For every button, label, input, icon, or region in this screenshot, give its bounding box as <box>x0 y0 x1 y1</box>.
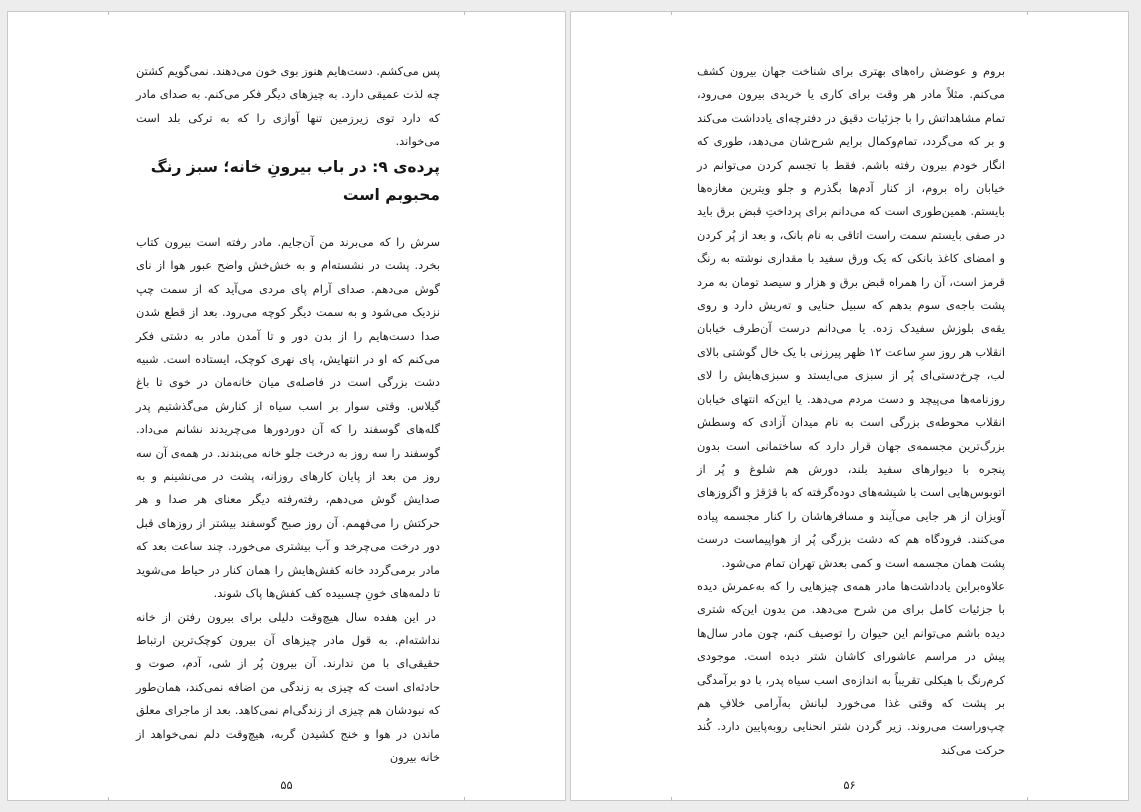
crop-mark <box>108 797 119 801</box>
crop-mark <box>671 11 682 15</box>
section-heading: پرده‌ی ۹: در باب بیرونِ خانه؛ سبز رنگ محبوبم است <box>150 158 440 204</box>
crop-mark <box>671 797 682 801</box>
right-page <box>570 11 1129 801</box>
left-body <box>136 231 440 769</box>
paragraph: سرش را که می‌برند من آن‌جایم. مادر رفته است بیرون کتاب بخرد. پشت در نشسته‌ام و به خش‌خش واضح عبور هوا از نای گوش می‌دهم. صدای آرام پای مردی می‌آید که از سمت چپ نزدیک می‌شود و به سمت دیگر کوچه می‌رود. بعد از قطع شدن صدا دست‌هایم را از بدن دور و تا آمدن مادر به دشتی فکر می‌کنم که او در انتهایش، پای نهری کوچک، ایستاده است. شبیه دشت بزرگی است در فاصله‌ی میان خانه‌مان در خوی تا باغ گیلاس. وقتی سوار بر اسب سیاه از کنارش می‌گذشتیم پدر گله‌های گوسفند را که آن دوردورها می‌چریدند نشانم می‌داد. گوسفند را سه روز به درخت جلو خانه می‌بندند. در همه‌ی آن سه روز من بعد از پایان کارهای روزانه، پشت در می‌نشینم و به صدایش گوش می‌دهم، رفته‌رفته دیگر معنای هر صدا و هر حرکتش را می‌فهمم. آن روز صبح گوسفند بیشتر از روزهای قبل دور درخت می‌چرخد و آب بیشتری می‌خورد. چند ساعت بعد که مادر برمی‌گردد خانه کفش‌هایش را همان کنار در حیاط می‌شوید تا دلمه‌های خونِ چسبیده کف کفش‌ها پاک شوند. <box>136 235 440 601</box>
paragraph: علاوه‌براین یادداشت‌ها مادر همه‌ی چیزهایی را که به‌عمرش دیده با جزئیات کامل برای من شرح می‌دهد. من بدون این‌که شتری دیده باشم می‌توانم این حیوان را توصیف کنم، چون مادر سال‌ها پیش در مراسم عاشورای کاشان شتر دیده است. موجودی کرم‌رنگ با هیکلی تقریباً به اندازه‌ی اسب سیاه پدر، با دو برآمدگی بر پشت که وقتی غذا می‌خورد لبانش به‌آرامی خلافِ هم چپ‌وراست می‌روند. زیر گردن شتر انحنایی روبه‌پایین دارد. کُند حرکت می‌کند <box>697 578 1005 757</box>
paragraph: در این هفده سال هیچ‌وقت دلیلی برای بیرون رفتن از خانه نداشته‌ام. به قول مادر چیزهای آن بیرون کوچک‌ترین ارتباط حقیقی‌ای با من ندارند. آن بیرون پُر از شی، آدم، صوت و حادثه‌ای است که چیزی به زندگی من اضافه نمی‌کند، همان‌طور که نبودشان هم چیزی از زندگی‌ام نمی‌کاهد. بعد از ماجرای معلق ماندن در هوا و خنج کشیدن گربه، هیچ‌وقت دلم نمی‌خواهد از خانه بیرون <box>136 609 440 764</box>
right-body <box>697 60 1005 762</box>
crop-mark <box>454 797 465 801</box>
crop-mark <box>108 11 119 15</box>
crop-mark <box>1017 797 1028 801</box>
left-top-paragraph <box>136 60 440 154</box>
crop-mark <box>454 11 465 15</box>
crop-mark <box>1017 11 1028 15</box>
left-page <box>7 11 566 801</box>
page-number: ۵۶ <box>843 778 856 792</box>
paragraph: پس می‌کشم. دست‌هایم هنوز بوی خون می‌دهند. نمی‌گویم کشتن چه لذت عمیقی دارد. به چیزهای دیگر فکر می‌کنم. به صدای مادر که دارد توی زیرزمین تنها آوازی را که به ترکی بلد است می‌خواند. <box>136 64 440 149</box>
paragraph: بروم و عوضش راه‌های بهتری برای شناخت جهان بیرون کشف می‌کنم. مثلاً مادر هر وقت برای کاری یا خریدی بیرون می‌رود، تمام مشاهداتش را با جزئیات دقیق در دفترچه‌ای یادداشت می‌کند و بر که می‌گردد، تمام‌وکمال برایم شرح‌شان می‌دهد، طوری که انگار خودم بیرون رفته باشم. فقط با تجسم کردن می‌توانم در خیابان راه بروم، از کنار آدم‌ها بگذرم و جلو ویترین مغازه‌ها بایستم. همین‌طوری است که می‌دانم برای پرداختِ قبض برق باید در صفی بایستم سمت راست اتاقی به نام بانک، و بعد از پُر کردن و امضای کاغذ بانکی که یک ورق سفید با مقداری نوشته به رنگ قرمز است، آن را همراه قبض برق و هزار و سیصد تومان به مرد پشت باجه‌ی سوم بدهم که سبیل حنایی و ته‌ریش دارد و روی یقه‌ی بلوزش سفیدک زده. یا می‌دانم درست آن‌طرف خیابان انقلاب هر روز سرِ ساعت ۱۲ ظهر پیرزنی با یک خال گوشتی بالای لب، چرخ‌دستی‌ای پُر از سبزی می‌ایستد و سبزی‌هایش را لای روزنامه‌ها می‌پیچد و دست مردم می‌دهد. یا این‌که انتهای خیابان انقلاب محوطه‌ی بزرگی است به نام میدان آزادی که وسطش بزرگ‌ترین مجسمه‌ی جهان قرار دارد که ساختمانی است بدون پنجره با دیوارهای سفید بلند، دورش هم شلوغ و پُر از اتوبوس‌هایی است با شیشه‌های دوده‌گرفته که با قژقژ و اگزوزهای آویزان از هر جایی می‌آیند و مسافرهاشان را کنار مجسمه پیاده می‌کنند. فرودگاه هم که دشت بزرگی پُر از هواپیماست درست پشت همان مجسمه است و کمی بعدش تهران تمام می‌شود. <box>697 64 1006 570</box>
page-number: ۵۵ <box>280 778 293 792</box>
